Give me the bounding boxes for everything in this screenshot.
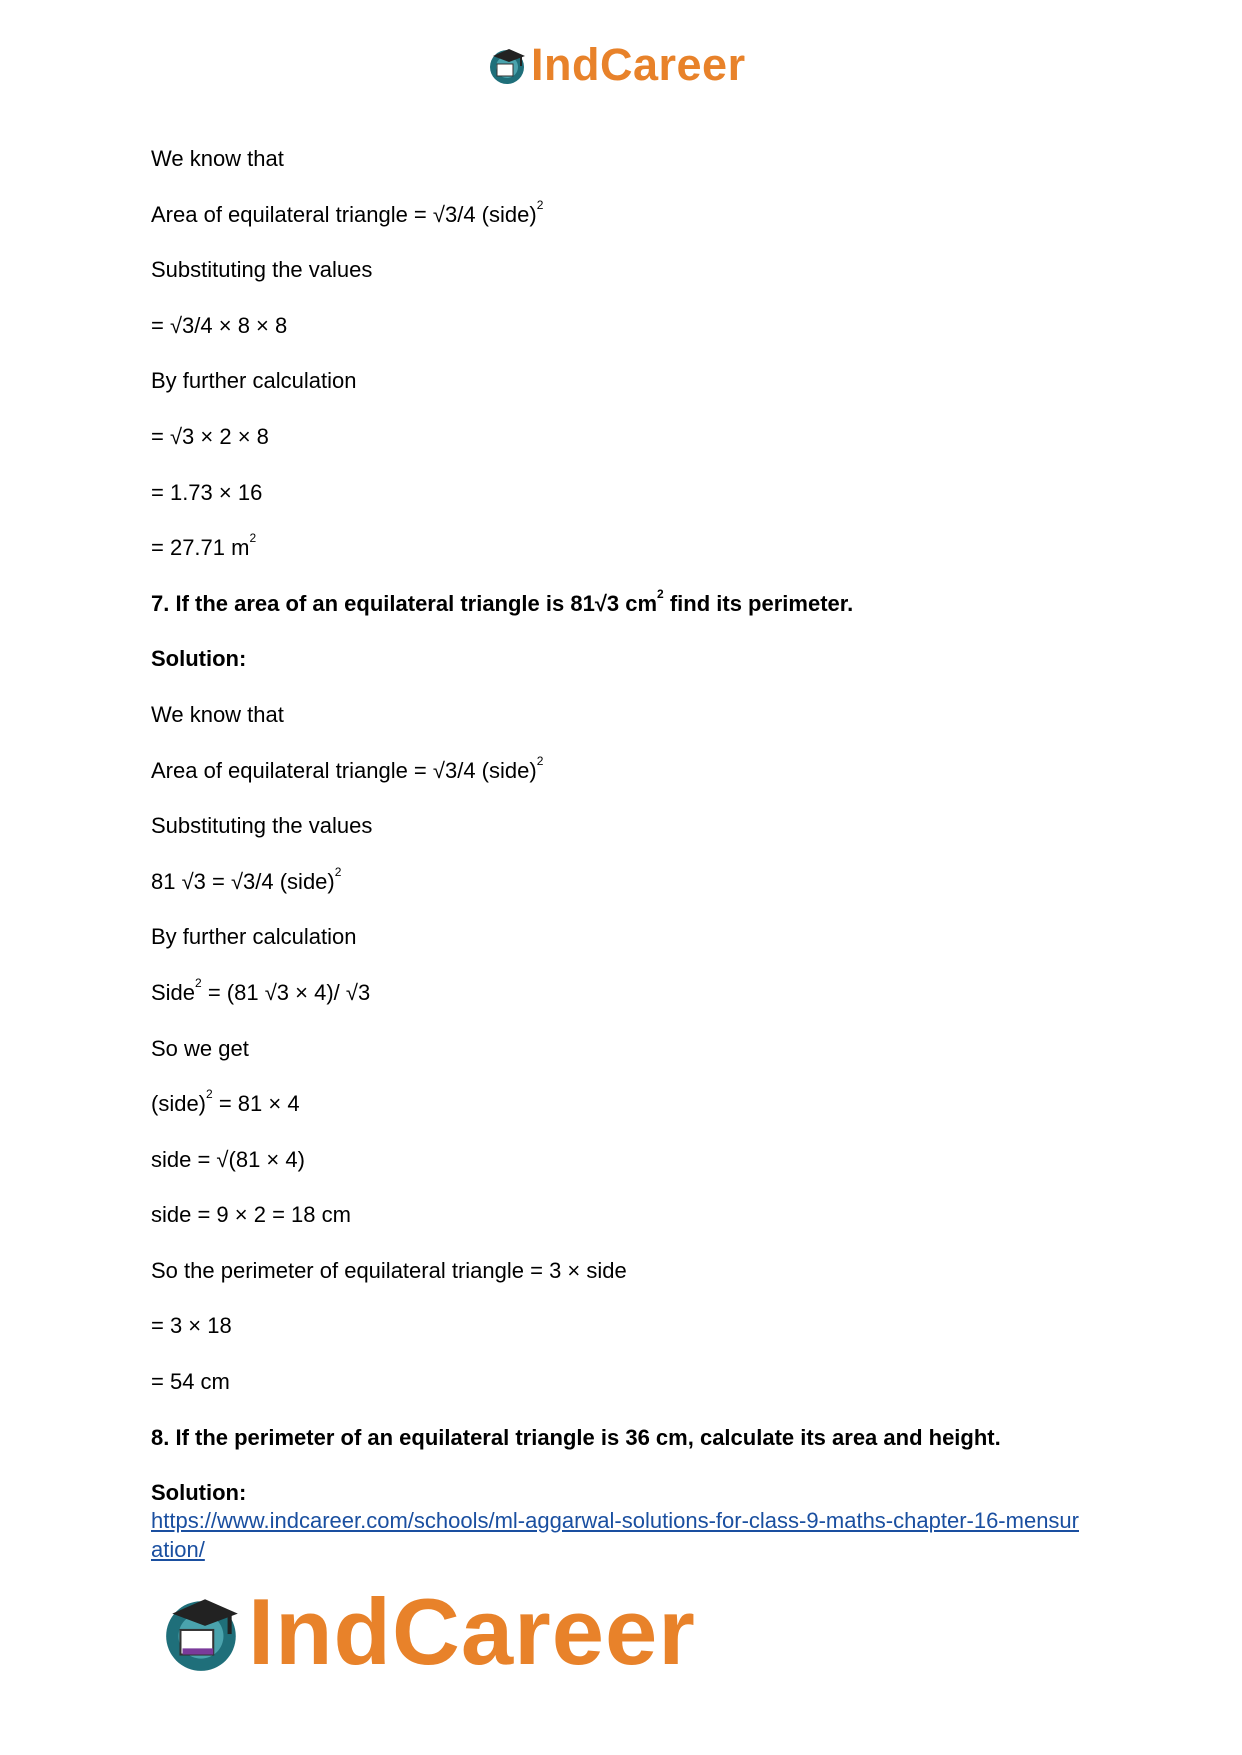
text-line: side = √(81 × 4)	[151, 1146, 305, 1172]
text-line: By further calculation	[151, 924, 357, 950]
text-line: By further calculation	[151, 368, 357, 394]
text-line: = 27.71 $m^2$	[151, 531, 257, 561]
text-line: Side$^2$ = (81 √3 × 4)/ √3	[151, 975, 371, 1005]
text-line: = √3 × 2 × 8	[151, 423, 269, 449]
question-line: 8. If the perimeter of an equilateral triangle is 36 cm, calculate its area and height.	[151, 1424, 1001, 1450]
question-line: 7. If the area of an equilateral triangle is 81√3 $cm^2$ find its perimeter.	[151, 586, 854, 616]
text-line: = 54 cm	[151, 1369, 230, 1395]
question-line: Solution:	[151, 646, 247, 672]
graduation-globe-icon	[160, 1589, 246, 1675]
text-line: So we get	[151, 1035, 249, 1061]
source-link[interactable]: https://www.indcareer.com/schools/ml-aggarwal-solutions-for-class-9-maths-chapter-16-mensuration/	[151, 1508, 1079, 1563]
text-line: We know that	[151, 701, 284, 727]
text-line: So the perimeter of equilateral triangle = 3 × side	[151, 1257, 627, 1283]
footer-logo	[160, 1579, 696, 1684]
document-body	[151, 146, 1111, 1564]
text-line: = 1.73 × 16	[151, 479, 263, 505]
text-line: = √3/4 × 8 × 8	[151, 312, 288, 338]
text-line: Area of equilateral triangle = √3/4 (side)$^2$	[151, 753, 544, 783]
text-line: Substituting the values	[151, 813, 373, 839]
solution-label: Solution:	[151, 1480, 247, 1506]
text-line: We know that	[151, 146, 284, 171]
text-line: Substituting the values	[151, 257, 373, 283]
footer-logo-text: IndCareer	[248, 1579, 696, 1684]
header-logo	[487, 39, 746, 90]
graduation-globe-icon	[487, 44, 529, 86]
text-line: 81 √3 = √3/4 (side)$^2$	[151, 864, 342, 894]
text-line: (side)$^2$ = 81 × 4	[151, 1087, 300, 1117]
text-line: Area of equilateral triangle = √3/4 (side)$^2$	[151, 197, 544, 227]
text-line: side = 9 × 2 = 18 cm	[151, 1202, 351, 1228]
header-logo-text: IndCareer	[531, 39, 746, 90]
text-line: = 3 × 18	[151, 1313, 232, 1339]
